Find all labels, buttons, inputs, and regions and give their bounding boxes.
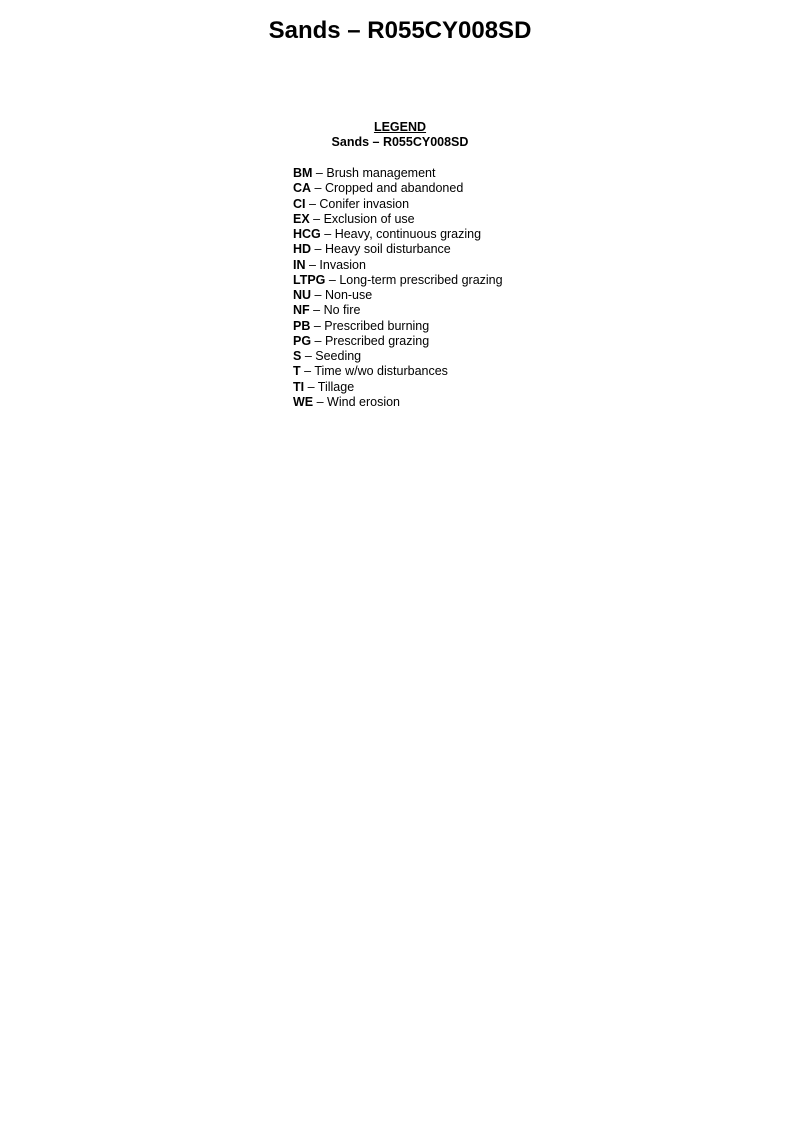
legend-description: Time w/wo disturbances bbox=[314, 364, 448, 379]
legend-item bbox=[293, 181, 503, 196]
legend-description: Long-term prescribed grazing bbox=[339, 272, 503, 287]
legend-separator: – bbox=[311, 333, 325, 348]
legend-separator: – bbox=[310, 318, 325, 333]
legend-item bbox=[293, 212, 503, 227]
legend-code: NU bbox=[293, 288, 312, 302]
legend-description: Prescribed burning bbox=[324, 318, 430, 333]
legend-description: Conifer invasion bbox=[319, 196, 410, 211]
legend-separator: – bbox=[311, 181, 325, 196]
legend-code: LTPG bbox=[293, 272, 326, 287]
legend-code: NF bbox=[293, 303, 310, 318]
legend-code: S bbox=[293, 349, 302, 363]
legend-code: T bbox=[293, 364, 301, 379]
legend-description: Heavy, continuous grazing bbox=[334, 227, 482, 241]
legend-code: TI bbox=[293, 379, 305, 394]
legend-code: CI bbox=[293, 196, 306, 211]
legend-item bbox=[293, 303, 503, 318]
legend-separator: – bbox=[304, 379, 318, 394]
legend-description: Tillage bbox=[317, 379, 355, 394]
legend-item bbox=[293, 334, 503, 349]
legend-code: CA bbox=[293, 181, 312, 196]
legend-code: EX bbox=[293, 211, 310, 226]
legend-item bbox=[293, 258, 503, 273]
legend-separator: – bbox=[300, 364, 315, 379]
legend-heading bbox=[0, 120, 800, 150]
legend-separator: – bbox=[305, 196, 320, 211]
legend-item bbox=[293, 288, 503, 303]
legend-code: PG bbox=[293, 333, 312, 348]
legend-item bbox=[293, 380, 503, 395]
legend-code: IN bbox=[293, 257, 306, 272]
legend-list bbox=[293, 166, 503, 410]
legend-separator: – bbox=[301, 349, 316, 363]
legend-description: Invasion bbox=[319, 257, 366, 272]
legend-separator: – bbox=[311, 288, 325, 302]
legend-item bbox=[293, 227, 503, 242]
page-title: Sands – R055CY008SD bbox=[268, 17, 532, 44]
legend-separator: – bbox=[309, 211, 324, 226]
legend-item bbox=[293, 197, 503, 212]
legend-item bbox=[293, 349, 503, 364]
legend-description: Heavy soil disturbance bbox=[324, 242, 451, 257]
legend-subtitle: Sands – R055CY008SD bbox=[331, 135, 469, 149]
legend-description: Seeding bbox=[315, 349, 362, 363]
legend-description: Wind erosion bbox=[327, 394, 400, 409]
legend-item bbox=[293, 166, 503, 181]
legend-label: LEGEND bbox=[373, 120, 427, 134]
legend-description: Brush management bbox=[326, 166, 436, 180]
legend-separator: – bbox=[309, 303, 324, 318]
legend-code: HCG bbox=[293, 227, 321, 241]
legend-code: PB bbox=[293, 318, 311, 333]
legend-code: HD bbox=[293, 242, 312, 257]
legend-separator: – bbox=[325, 272, 340, 287]
legend-item bbox=[293, 395, 503, 410]
legend-separator: – bbox=[312, 166, 327, 180]
legend-item bbox=[293, 364, 503, 379]
legend-description: Exclusion of use bbox=[323, 211, 415, 226]
legend-description: No fire bbox=[323, 303, 361, 318]
legend-item bbox=[293, 319, 503, 334]
legend-separator: – bbox=[305, 257, 320, 272]
legend-separator: – bbox=[320, 227, 335, 241]
legend-description: Cropped and abandoned bbox=[324, 181, 464, 196]
legend-separator: – bbox=[313, 394, 328, 409]
legend-description: Prescribed grazing bbox=[324, 333, 430, 348]
legend-separator: – bbox=[311, 242, 325, 257]
legend-description: Non-use bbox=[324, 288, 373, 302]
legend-code: BM bbox=[293, 166, 313, 180]
legend-code: WE bbox=[293, 394, 314, 409]
legend-item bbox=[293, 242, 503, 257]
legend-item bbox=[293, 273, 503, 288]
